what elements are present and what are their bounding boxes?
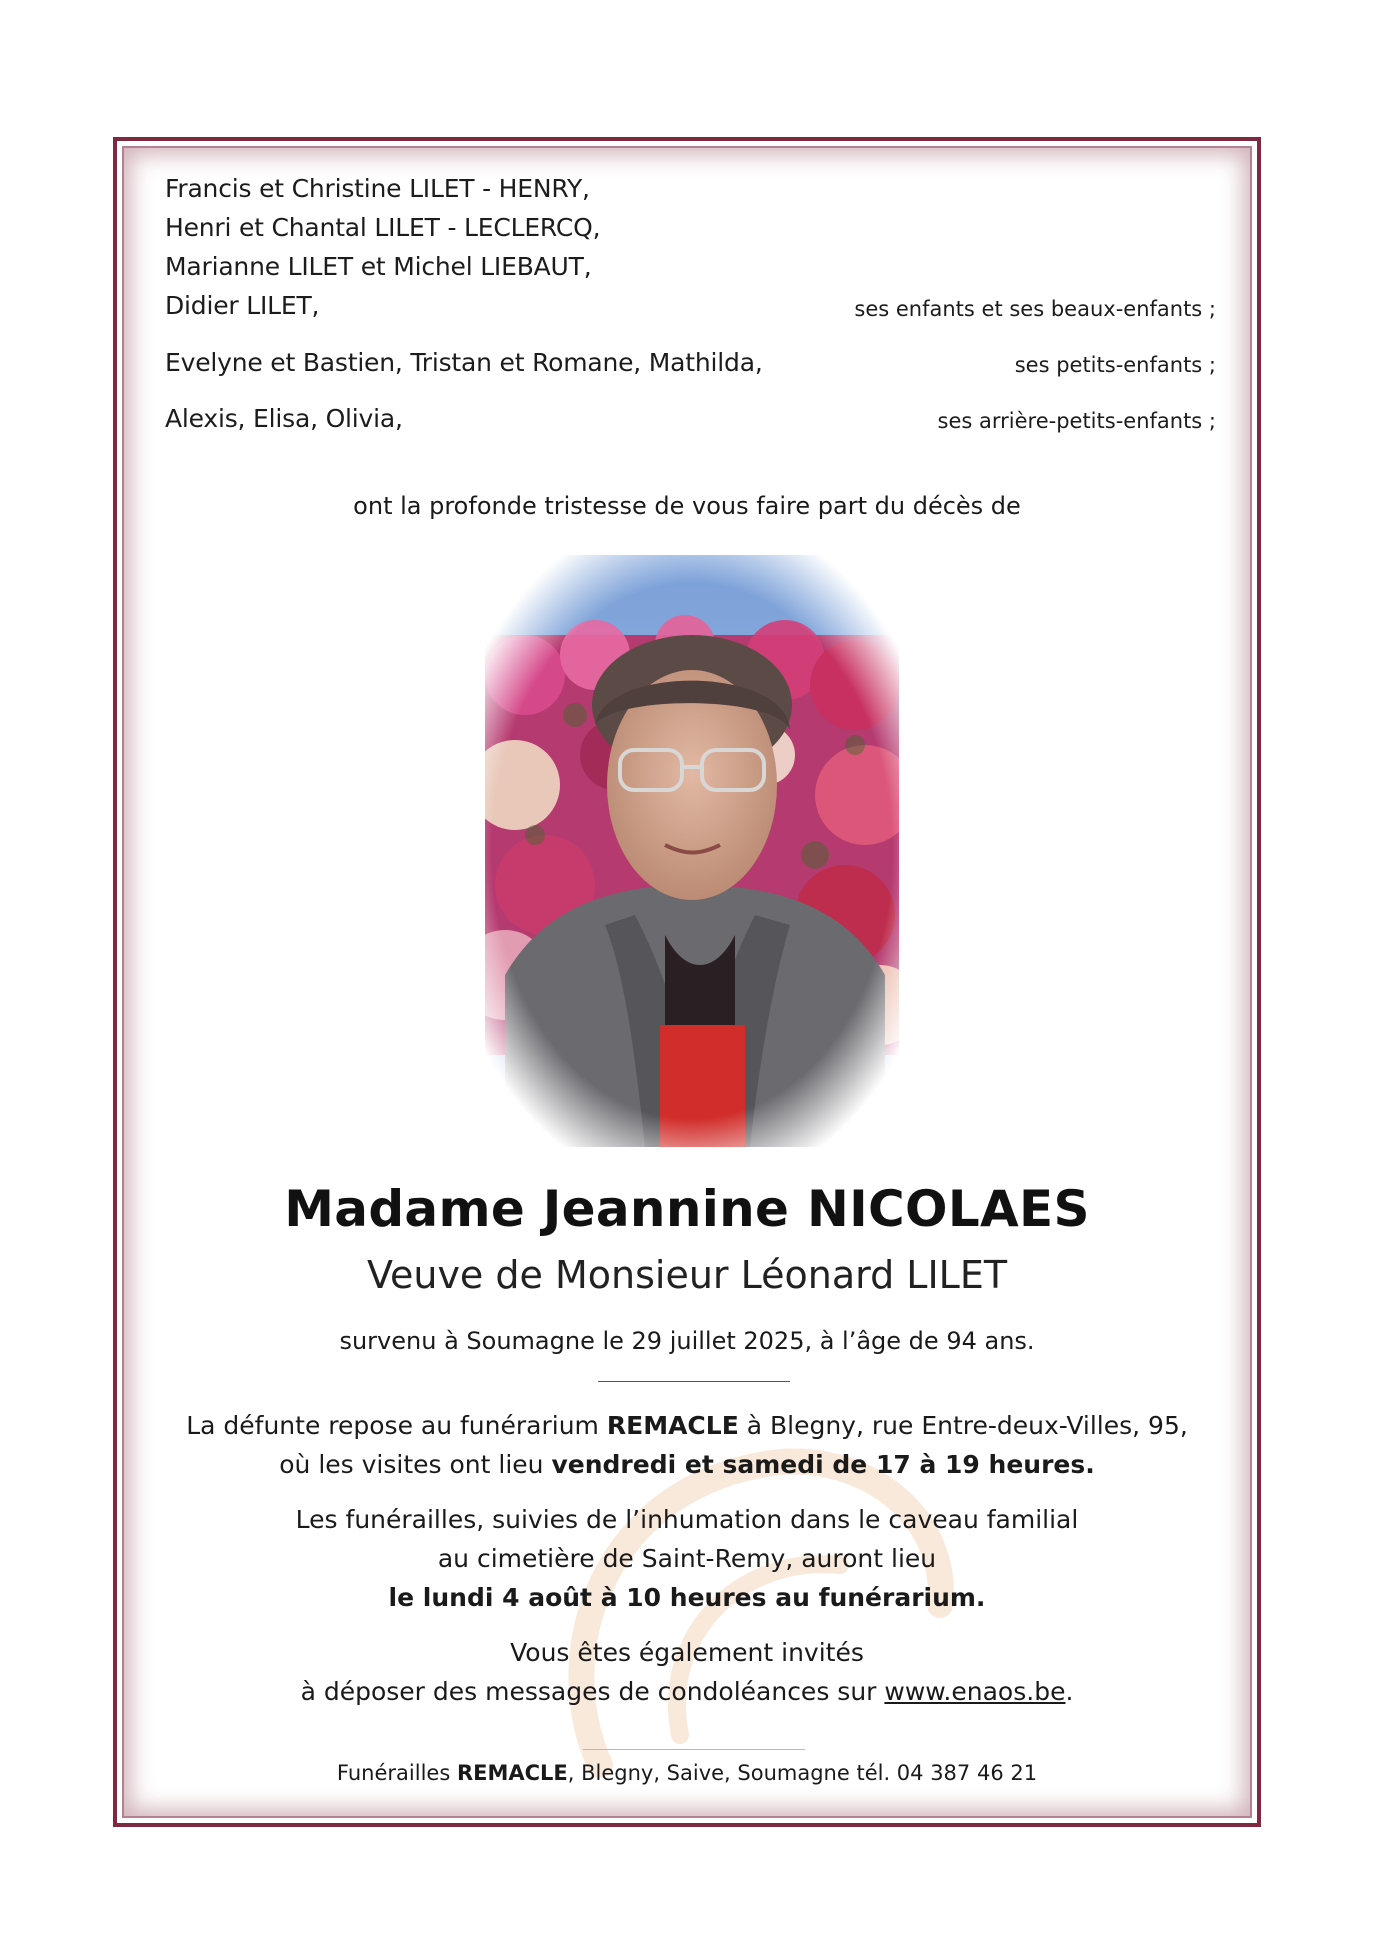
visitation-hours: vendredi et samedi de 17 à 19 heures.: [551, 1450, 1095, 1479]
death-notice: survenu à Soumagne le 29 juillet 2025, à l’âge de 94 ans.: [339, 1327, 1035, 1355]
visitation-text: La défunte repose au funérarium: [186, 1411, 607, 1440]
funeral-date: le lundi 4 août à 10 heures au funérarium.: [388, 1583, 986, 1612]
children-relation: ses enfants et ses beaux-enfants ;: [854, 297, 1216, 321]
footer-text: Funérailles: [336, 1761, 457, 1785]
footer: [113, 1761, 1261, 1785]
funeral-line-2: au cimetière de Saint-Remy, auront lieu: [437, 1544, 937, 1573]
condolences-line-2: [113, 1672, 1261, 1711]
separator-line: [598, 1381, 790, 1382]
visitation-line-1: [113, 1406, 1261, 1445]
intro-text: ont la profonde tristesse de vous faire part du décès de: [353, 492, 1021, 520]
deceased-name: Madame Jeannine NICOLAES: [284, 1180, 1090, 1238]
funeral-home-name: REMACLE: [606, 1411, 739, 1440]
grandchildren-relation: ses petits-enfants ;: [1014, 353, 1216, 377]
family-line-4: Didier LILET,: [165, 291, 320, 320]
family-line-3: Marianne LILET et Michel LIEBAUT,: [165, 252, 592, 281]
enaos-link[interactable]: www.enaos.be: [884, 1677, 1066, 1706]
grandchildren-names: Evelyne et Bastien, Tristan et Romane, Mathilda,: [165, 348, 763, 377]
footer-separator: [583, 1749, 805, 1750]
funeral-line-1: Les funérailles, suivies de l’inhumation dans le caveau familial: [295, 1505, 1079, 1534]
family-line-2: Henri et Chantal LILET - LECLERCQ,: [165, 213, 601, 242]
visitation-line-2: [113, 1445, 1261, 1484]
condolences-period: .: [1065, 1677, 1074, 1706]
visitation-text: où les visites ont lieu: [279, 1450, 552, 1479]
widow-of: Veuve de Monsieur Léonard LILET: [366, 1253, 1008, 1297]
portrait-photo: [485, 555, 899, 1147]
condolences-line-1: Vous êtes également invités: [510, 1638, 864, 1667]
great-grandchildren-names: Alexis, Elisa, Olivia,: [165, 404, 403, 433]
condolences-text: à déposer des messages de condoléances sur: [300, 1677, 885, 1706]
footer-contact: , Blegny, Saive, Soumagne tél. 04 387 46 21: [567, 1761, 1038, 1785]
visitation-address: à Blegny, rue Entre-deux-Villes, 95,: [738, 1411, 1188, 1440]
footer-funeral-home: REMACLE: [456, 1761, 568, 1785]
great-grandchildren-relation: ses arrière-petits-enfants ;: [937, 409, 1216, 433]
family-line-1: Francis et Christine LILET - HENRY,: [165, 174, 590, 203]
